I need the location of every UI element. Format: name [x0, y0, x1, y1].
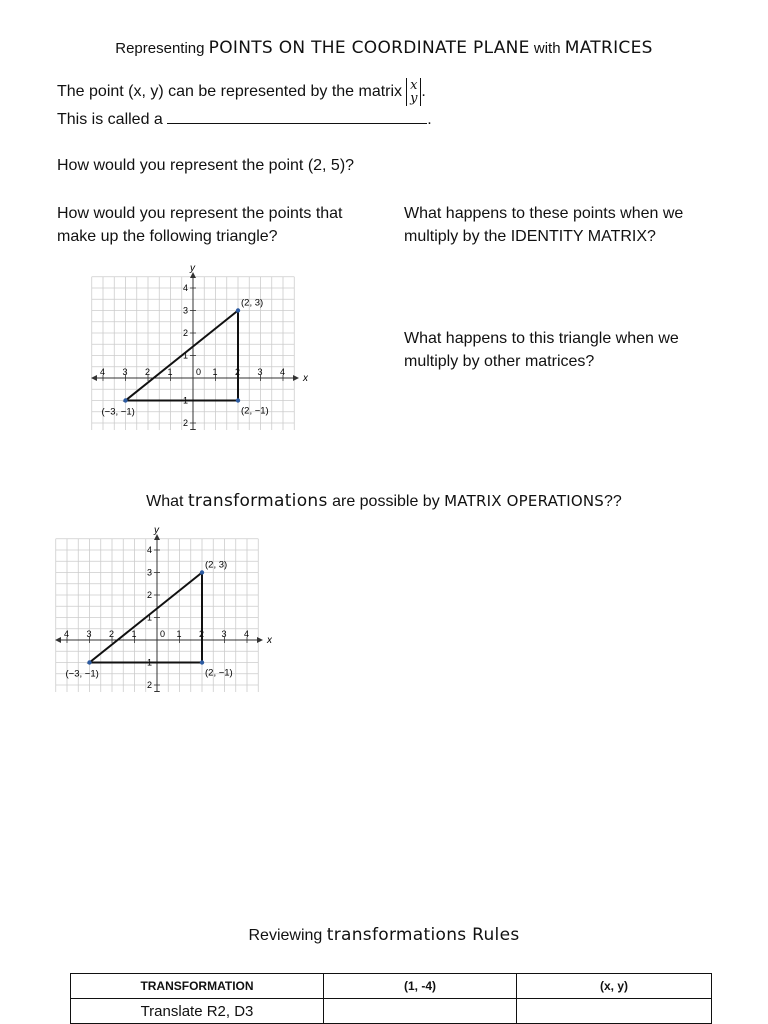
triangle-vertex — [200, 660, 204, 664]
y-axis-arrow-down — [190, 429, 196, 430]
x-tick-label: 4 — [280, 367, 286, 377]
y-tick-label: 2 — [147, 680, 153, 690]
answer-blank[interactable] — [167, 109, 427, 124]
y-axis-arrow-down — [154, 691, 160, 692]
vertex-label: (2, 3) — [241, 297, 264, 309]
table-cell-point-answer[interactable] — [324, 999, 517, 1024]
x-axis-arrow-right — [293, 375, 299, 381]
vertex-label: (2, −1) — [241, 405, 269, 417]
y-tick-label: 2 — [147, 590, 153, 600]
question-other-matrices: What happens to this triangle when we multiply by other matrices? — [404, 330, 679, 370]
table-cell-transformation: Translate R2, D3 — [71, 999, 324, 1024]
x-tick-label: 2 — [145, 367, 151, 377]
triangle-vertex — [123, 398, 127, 402]
intro-line-2: This is called a . — [57, 111, 432, 128]
col-header-transformation: TRANSFORMATION — [71, 974, 324, 999]
triangle-graph-1 — [88, 258, 308, 430]
vertex-label: (2, −1) — [205, 667, 233, 679]
x-tick-label: 4 — [64, 629, 70, 639]
x-tick-label: 4 — [100, 367, 106, 377]
table-cell-rule-answer[interactable] — [517, 999, 712, 1024]
x-axis-arrow-right — [257, 637, 263, 643]
triangle-vertex — [200, 570, 204, 574]
y-tick-label: 1 — [183, 350, 189, 361]
x-tick-label: 4 — [244, 629, 250, 639]
y-tick-label: 4 — [183, 283, 189, 293]
x-tick-label: 1 — [131, 629, 137, 639]
y-tick-label: 4 — [147, 545, 153, 555]
col-header-point: (1, -4) — [324, 974, 517, 999]
x-tick-label: 1 — [176, 629, 182, 639]
y-axis-label: y — [154, 525, 159, 536]
x-axis-label: x — [267, 635, 272, 646]
vertex-label: (−3, −1) — [101, 406, 135, 418]
question-point: How would you represent the point (2, 5)? — [57, 157, 355, 174]
col-header-rule: (x, y) — [517, 974, 712, 999]
x-tick-label: 3 — [221, 629, 227, 639]
triangle-graph-2 — [52, 520, 272, 692]
x-tick-label: 2 — [199, 629, 205, 639]
triangle-vertex — [236, 398, 240, 402]
question-identity: What happens to these points when we multiply by the IDENTITY MATRIX? — [404, 205, 684, 245]
question-triangle: How would you represent the points that make up the following triangle? — [57, 205, 343, 245]
point-matrix: x y — [406, 78, 421, 106]
x-tick-label: 3 — [122, 367, 128, 377]
transformation-rules-table — [70, 973, 712, 1024]
x-tick-label: 0 — [196, 367, 202, 377]
x-tick-label: 0 — [160, 629, 166, 639]
transformations-heading: What transformations are possible by MATRIX OPERATIONS?? — [146, 491, 622, 511]
y-tick-label: 3 — [147, 567, 153, 578]
vertex-label: (2, 3) — [205, 559, 228, 571]
x-tick-label: 3 — [257, 367, 263, 377]
table-header-row — [71, 974, 712, 999]
triangle-vertex — [236, 308, 240, 312]
intro-line-1: The point (x, y) can be represented by the matrix x y . — [57, 78, 426, 106]
x-tick-label: 2 — [235, 367, 241, 377]
x-tick-label: 1 — [167, 367, 173, 377]
y-tick-label: 1 — [147, 612, 153, 623]
x-tick-label: 3 — [86, 629, 92, 639]
y-tick-label: 2 — [183, 328, 189, 338]
vertex-label: (−3, −1) — [65, 668, 99, 680]
x-axis-label: x — [303, 373, 308, 384]
triangle-vertex — [87, 660, 91, 664]
x-tick-label: 2 — [109, 629, 115, 639]
review-heading: Reviewing transformations Rules — [248, 925, 520, 945]
y-tick-label: 3 — [183, 305, 189, 316]
page-title: Representing POINTS ON THE COORDINATE PLANE with MATRICES — [115, 38, 653, 58]
y-tick-label: 2 — [183, 418, 189, 428]
table-row — [71, 999, 712, 1024]
y-tick-label: 1 — [147, 657, 153, 668]
y-axis-label: y — [190, 263, 195, 274]
x-tick-label: 1 — [212, 367, 218, 377]
y-tick-label: 1 — [183, 395, 189, 406]
